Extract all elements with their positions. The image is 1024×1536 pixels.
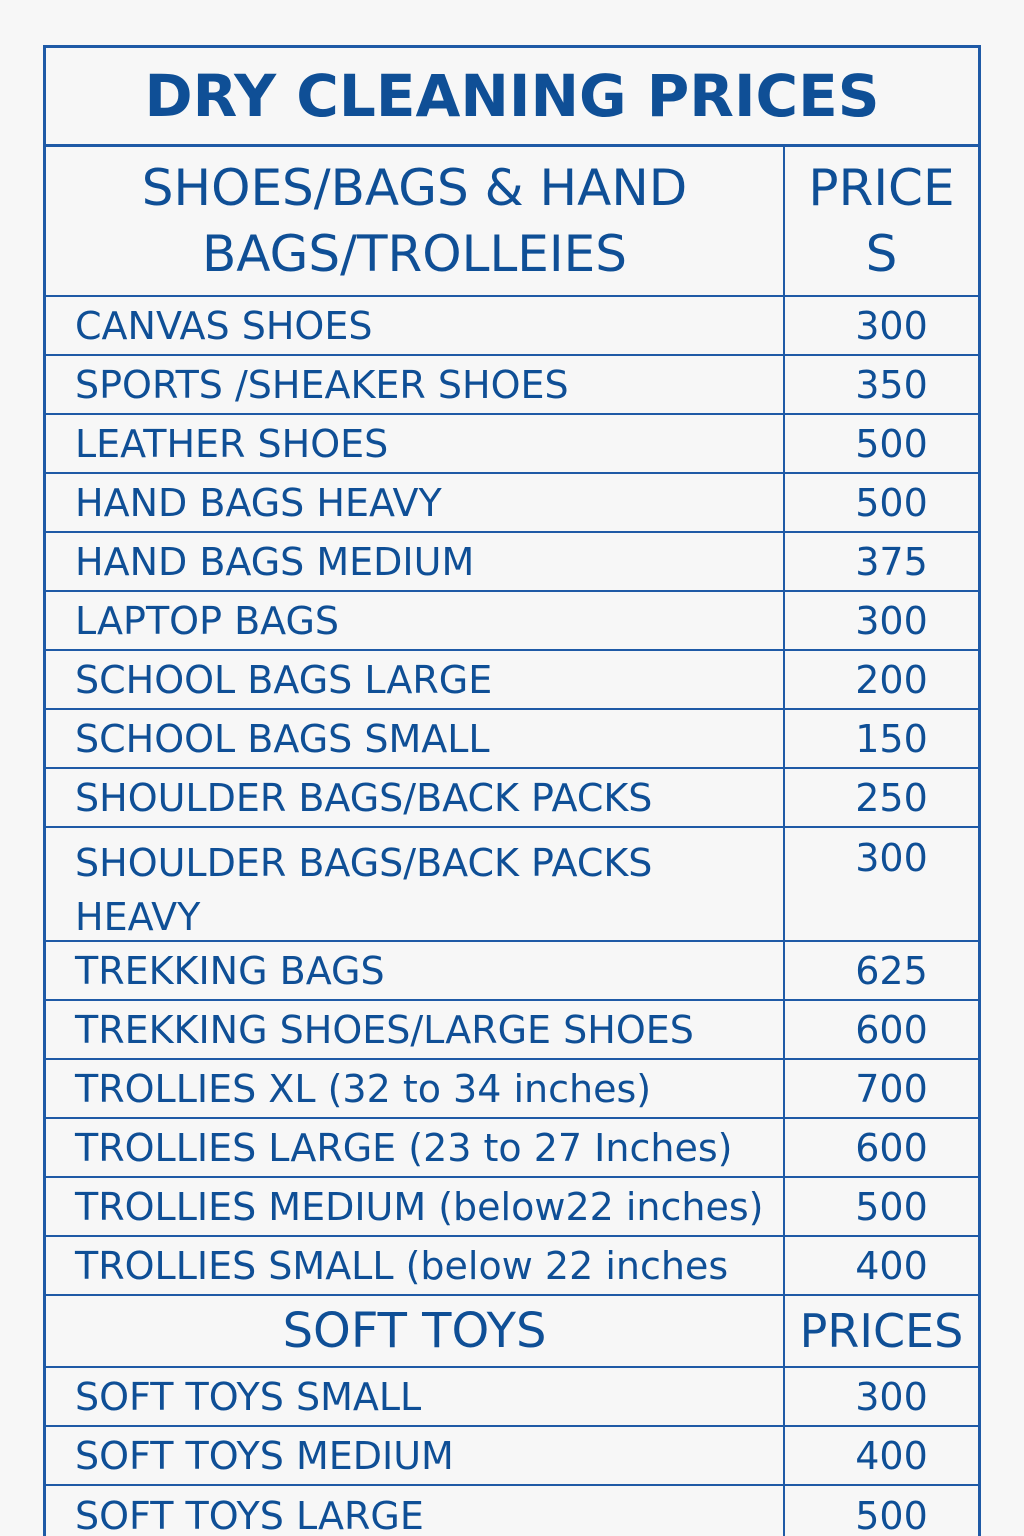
table-row [46,592,978,651]
item-price: 600 [855,1125,928,1170]
table-row [46,1001,978,1060]
item-price: 700 [855,1066,928,1111]
item-name: SHOULDER BAGS/BACK PACKS [46,769,785,826]
item-price: 500 [855,1184,928,1229]
item-price: 300 [855,836,928,880]
price-column-header: PRICES [799,1304,964,1358]
table-row [46,297,978,356]
item-name: SOFT TOYS LARGE [46,1486,785,1536]
item-price: 625 [855,948,928,993]
section-header-label: SOFT TOYS [46,1296,785,1366]
table-row [46,1237,978,1296]
item-price: 400 [855,1243,928,1288]
item-price: 500 [855,421,928,466]
table-row [46,533,978,592]
table-row [46,942,978,1001]
item-price: 300 [855,1374,928,1419]
item-name: LEATHER SHOES [46,415,785,472]
item-name: TREKKING SHOES/LARGE SHOES [46,1001,785,1058]
item-name: TROLLIES XL (32 to 34 inches) [46,1060,785,1117]
table-row [46,356,978,415]
item-price: 600 [855,1007,928,1052]
section-header-shoes-bags [46,147,978,297]
item-price: 350 [855,362,928,407]
item-price: 200 [855,657,928,702]
item-name: SPORTS /SHEAKER SHOES [46,356,785,413]
item-price: 500 [855,480,928,525]
section-header-soft-toys [46,1296,978,1368]
item-name: TROLLIES LARGE (23 to 27 Inches) [46,1119,785,1176]
item-name: TROLLIES SMALL (below 22 inches [46,1237,785,1294]
table-row [46,1368,978,1427]
table-row [46,828,978,942]
item-price: 300 [855,598,928,643]
table-row [46,769,978,828]
item-price: 300 [855,303,928,348]
item-name: HAND BAGS MEDIUM [46,533,785,590]
table-row [46,1427,978,1486]
item-name: SHOULDER BAGS/BACK PACKS HEAVY [46,828,785,940]
item-price: 375 [855,539,928,584]
item-name: TROLLIES MEDIUM (below22 inches) [46,1178,785,1235]
item-price: 500 [855,1493,928,1536]
price-column-header: PRICE S [808,159,955,283]
table-row [46,1060,978,1119]
item-name: SCHOOL BAGS LARGE [46,651,785,708]
item-name: TREKKING BAGS [46,942,785,999]
table-row [46,415,978,474]
table-row [46,710,978,769]
item-name: SCHOOL BAGS SMALL [46,710,785,767]
price-sheet [43,45,981,1536]
item-price: 250 [855,775,928,820]
page-title: DRY CLEANING PRICES [46,48,978,147]
item-price: 400 [855,1433,928,1478]
item-price: 150 [855,716,928,761]
table-row [46,474,978,533]
table-row [46,1178,978,1237]
table-row [46,1119,978,1178]
item-name: CANVAS SHOES [46,297,785,354]
item-name: LAPTOP BAGS [46,592,785,649]
item-name: SOFT TOYS MEDIUM [46,1427,785,1484]
item-name: HAND BAGS HEAVY [46,474,785,531]
table-row [46,651,978,710]
item-name: SOFT TOYS SMALL [46,1368,785,1425]
table-row [46,1486,978,1536]
section-header-label: SHOES/BAGS & HAND BAGS/TROLLEIES [46,147,785,295]
